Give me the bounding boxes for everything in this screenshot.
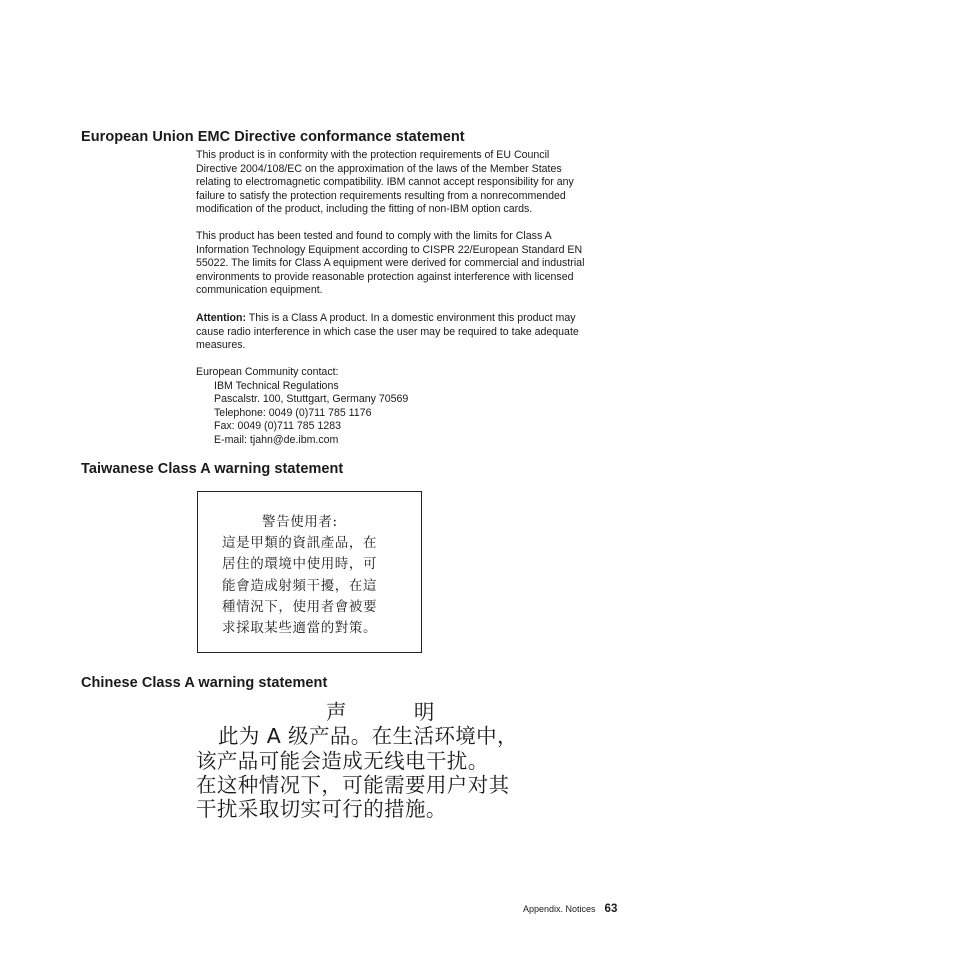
eu-paragraph-1: This product is in conformity with the protection requirements of EU Council Directive 2004/108/EC on the approximation of the laws of the Member States relating to electromagnetic compatibility. IBM cannot accept responsibility for any failure to satisfy the protection requirements resulting from a nonrecommended modification of the product, including the fitting of non-IBM option cards.	[196, 149, 574, 216]
contact-address: Pascalstr. 100, Stuttgart, Germany 70569	[214, 393, 409, 406]
china-warning-text	[196, 700, 518, 821]
china-heading: Chinese Class A warning statement	[81, 675, 328, 691]
eu-paragraph-2: This product has been tested and found to comply with the limits for Class A Information Technology Equipment according to CISPR 22/European Standard EN 55022. The limits for Class A equipment were derived for commercial and industrial environments to provide reasonable protection against interference with licensed communication equipment.	[196, 230, 585, 297]
footer-section-title: Appendix. Notices	[523, 904, 596, 914]
taiwan-warning-box	[197, 491, 422, 653]
contact-telephone: Telephone: 0049 (0)711 785 1176	[214, 406, 372, 419]
china-warning-title: 声 明	[326, 700, 435, 724]
taiwan-warning-line: 這是甲類的資訊產品，在	[222, 535, 378, 552]
taiwan-warning-line: 求採取某些適當的對策。	[222, 620, 378, 637]
taiwan-warning-line: 居住的環境中使用時，可	[222, 556, 378, 573]
taiwan-warning-line: 種情況下，使用者會被要	[222, 598, 378, 615]
contact-email: E-mail: tjahn@de.ibm.com	[214, 433, 339, 446]
contact-fax: Fax: 0049 (0)711 785 1283	[214, 420, 342, 433]
china-warning-line: 干扰采取切实可行的措施。	[196, 797, 447, 822]
china-warning-line: 此为 A 级产品。在生活环境中，	[218, 724, 518, 749]
contact-organization: IBM Technical Regulations	[214, 379, 339, 392]
china-warning-line: 该产品可能会造成无线电干扰。	[196, 748, 489, 773]
taiwan-heading: Taiwanese Class A warning statement	[81, 461, 344, 477]
eu-contact-block	[196, 366, 408, 448]
eu-attention-paragraph	[196, 312, 636, 353]
attention-label: Attention:	[196, 312, 247, 324]
taiwan-warning-text	[222, 512, 377, 639]
eu-heading: European Union EMC Directive conformance statement	[81, 129, 465, 145]
taiwan-warning-line: 警告使用者:	[262, 514, 338, 530]
china-warning-line: 在这种情况下，可能需要用户对其	[196, 772, 510, 797]
attention-text: This is a Class A product. In a domestic environment this product may cause radio interference in which case the user may be required to take adequate measures.	[196, 312, 579, 352]
page-number: 63	[604, 903, 618, 915]
contact-intro: European Community contact:	[196, 366, 339, 378]
page-footer	[523, 899, 617, 917]
taiwan-warning-line: 能會造成射頻干擾，在這	[222, 577, 378, 594]
